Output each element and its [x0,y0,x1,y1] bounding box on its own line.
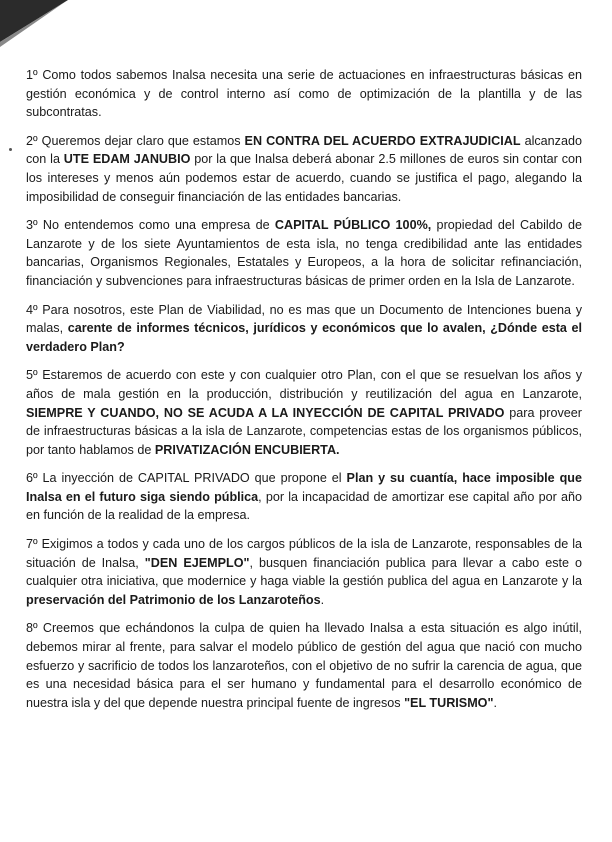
paragraph-text: 5º Estaremos de acuerdo con este y con cualquier otro Plan, con el que se resuelvan los años y años de mala gestión en la producción, distribución y reutilización del agua en Lanzarote, [26,368,582,401]
emphasis-text: CAPITAL PÚBLICO 100%, [274,218,432,233]
emphasis-text: "EL TURISMO" [404,695,494,710]
scan-speck [9,148,12,151]
paragraph-text: , busquen financiación publica para llevar a cabo este o cualquier otra iniciativa, que modernice y haga viable la gestión publica del agua en Lanzarote y la [26,555,582,589]
paragraph-text: propiedad del Cabildo de Lanzarote y de los siete Ayuntamientos de esta isla, no tenga credibilidad ante las entidades bancarias, Organismos Regionales, Estatales y Europeos, a la hora de solicitar refinanciación, financiación y subvenciones para infraestructuras básicas de primer orden en la Isla de Lanzarote. [26,218,582,288]
emphasis-text: SIEMPRE Y CUANDO, NO SE ACUDA A LA INYECCIÓN DE CAPITAL PRIVADO [26,405,505,420]
paragraph-text: . [320,592,325,607]
paragraph-8 [26,619,582,712]
emphasis-text: preservación del Patrimonio de los Lanzaroteños [26,592,321,607]
emphasis-text: PRIVATIZACIÓN ENCUBIERTA. [154,442,340,457]
paragraph-text: 6º La inyección de CAPITAL PRIVADO que propone el [26,471,347,486]
paragraph-text: alcanzado con la [26,133,582,167]
paragraph-text: 3º No entendemos como una empresa de [26,218,275,233]
emphasis-text: carente de informes técnicos, jurídicos y económicos que lo avalen, ¿Dónde esta el verdadero Plan? [26,321,583,354]
scan-corner-fold [0,0,70,50]
paragraph-2 [26,132,582,206]
paragraph-1 [26,66,582,122]
paragraph-3 [26,216,582,290]
paragraph-text: 1º Como todos sabemos Inalsa necesita una serie de actuaciones en infraestructuras básicas en gestión económica y de control interno así como de optimización de la plantilla y de las subcontratas. [26,68,582,120]
paragraph-text: 2º Queremos dejar claro que estamos [26,133,245,148]
paragraph-text: para proveer de infraestructuras básicas a la isla de Lanzarote, competencias estas de los organismos públicos, por tanto hablamos de [26,405,582,457]
emphasis-text: "DEN EJEMPLO" [144,555,250,570]
paragraph-7 [26,535,582,609]
paragraph-text: 8º Creemos que echándonos la culpa de quien ha llevado Inalsa a esta situación es algo inútil, debemos mirar al frente, para salvar el modelo público de gestión del agua que nació con mucho esfuerzo y sacrificio de todos los lanzaroteños, con el objetivo de no sufrir la carencia de agua, que es una necesidad básica para el ser humano y fundamental para el desarrollo económico de nuestra isla y del que depende nuestra principal fuente de ingresos [26,621,582,710]
emphasis-text: Plan y su cuantía, hace imposible que Inalsa en el futuro siga siendo pública [26,471,583,504]
paragraph-text: por la que Inalsa deberá abonar 2.5 millones de euros sin contar con los intereses y menos aún podemos estar de acuerdo, cuando se justifica el pago, alegando la imposibilidad de conseguir financiación de las entidades bancarias. [26,152,582,204]
paragraph-text: 7º Exigimos a todos y cada uno de los cargos públicos de la isla de Lanzarote, responsables de la situación de Inalsa, [26,537,582,570]
paragraph-text: . [493,695,497,710]
document-body [26,66,582,722]
paragraph-5 [26,366,582,459]
paragraph-6 [26,469,582,525]
paragraph-4 [26,301,582,357]
emphasis-text: EN CONTRA DEL ACUERDO EXTRAJUDICIAL [244,133,521,148]
paragraph-text: 4º Para nosotros, este Plan de Viabilidad, no es mas que un Documento de Intenciones buena y malas, [26,302,582,336]
emphasis-text: UTE EDAM JANUBIO [63,152,191,167]
paragraph-text: , por la incapacidad de amortizar ese capital año por año en función de la realidad de la empresa. [26,489,582,523]
